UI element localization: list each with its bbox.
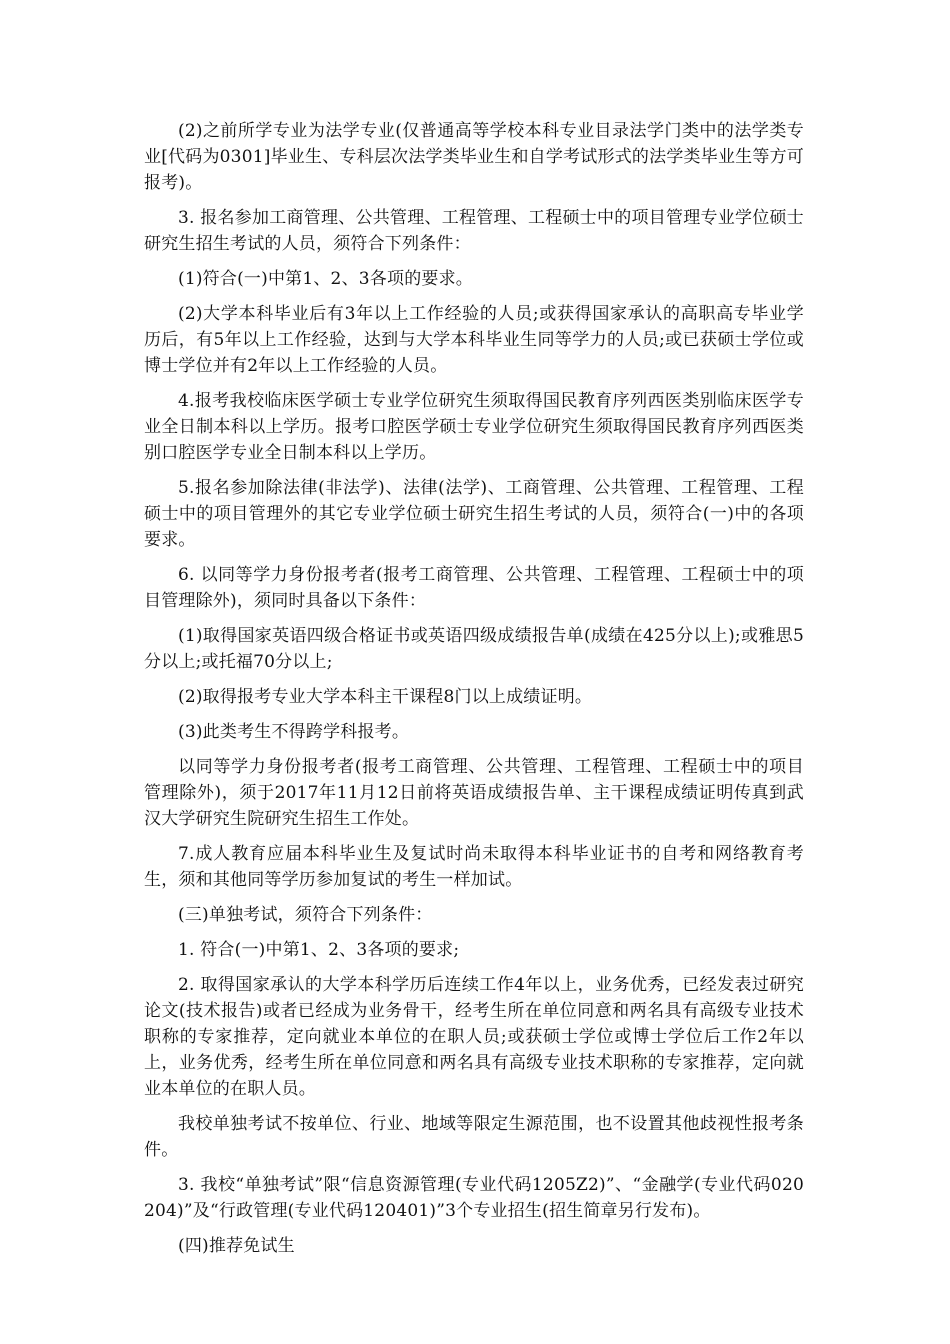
paragraph-item-6-1: (1)取得国家英语四级合格证书或英语四级成绩报告单(成绩在425分以上);或雅思5分以上;或托福70分以上; — [144, 626, 804, 672]
paragraph-independent-1: 1. 符合(一)中第1、2、3各项的要求; — [178, 940, 460, 960]
paragraph-independent-scope: 我校单独考试不按单位、行业、地域等限定生源范围，也不设置其他歧视性报考条件。 — [144, 1114, 804, 1160]
paragraph-item-3-1: (1)符合(一)中第1、2、3各项的要求。 — [178, 269, 473, 289]
paragraph-item-4: 4.报考我校临床医学硕士专业学位研究生须取得国民教育序列西医类别临床医学专业全日制本科以上学历。报考口腔医学硕士专业学位研究生须取得国民教育序列西医类别口腔医学专业全日制本科以上学历。 — [144, 391, 804, 463]
paragraph-independent-2: 2. 取得国家承认的大学本科学历后连续工作4年以上，业务优秀，已经发表过研究论文(技术报告)或者已经成为业务骨干，经考生所在单位同意和两名具有高级专业技术职称的专家推荐，定向就业本单位的在职人员;或获硕士学位或博士学位后工作2年以上，业务优秀，经考生所在单位同意和两名具有高级专业技术职称的专家推荐，定向就业本单位的在职人员。 — [144, 975, 804, 1099]
paragraph-equivalent-deadline: 以同等学力身份报考者(报考工商管理、公共管理、工程管理、工程硕士中的项目管理除外)，须于2017年11月12日前将英语成绩报告单、主干课程成绩证明传真到武汉大学研究生院研究生招生工作处。 — [144, 757, 804, 829]
document-page — [144, 118, 804, 1268]
paragraph-item-6-3: (3)此类考生不得跨学科报考。 — [178, 722, 410, 742]
paragraph-item-3-intro: 3. 报名参加工商管理、公共管理、工程管理、工程硕士中的项目管理专业学位硕士研究生招生考试的人员，须符合下列条件： — [144, 208, 804, 254]
paragraph-item-7: 7.成人教育应届本科毕业生及复试时尚未取得本科毕业证书的自考和网络教育考生，须和其他同等学历参加复试的考生一样加试。 — [144, 844, 804, 890]
paragraph-item-3-2: (2)大学本科毕业后有3年以上工作经验的人员;或获得国家承认的高职高专毕业学历后，有5年以上工作经验，达到与大学本科毕业生同等学力的人员;或已获硕士学位或博士学位并有2年以上工作经验的人员。 — [144, 304, 804, 376]
paragraph-item-5: 5.报名参加除法律(非法学)、法律(法学)、工商管理、公共管理、工程管理、工程硕士中的项目管理外的其它专业学位硕士研究生招生考试的人员，须符合(一)中的各项要求。 — [144, 478, 804, 550]
paragraph-item-6-2: (2)取得报考专业大学本科主干课程8门以上成绩证明。 — [178, 687, 593, 707]
section-heading-recommended: (四)推荐免试生 — [178, 1236, 295, 1256]
section-heading-independent-exam: (三)单独考试，须符合下列条件： — [178, 905, 433, 925]
paragraph-item-6-intro: 6. 以同等学力身份报考者(报考工商管理、公共管理、工程管理、工程硕士中的项目管理除外)，须同时具备以下条件： — [144, 565, 804, 611]
paragraph-independent-3: 3. 我校“单独考试”限“信息资源管理(专业代码1205Z2)”、“金融学(专业代码020204)”及“行政管理(专业代码120401)”3个专业招生(招生简章另行发布)。 — [144, 1175, 804, 1221]
paragraph-law-major-requirement: (2)之前所学专业为法学专业(仅普通高等学校本科专业目录法学门类中的法学类专业[代码为0301]毕业生、专科层次法学类毕业生和自学考试形式的法学类毕业生等方可报考)。 — [144, 121, 804, 193]
